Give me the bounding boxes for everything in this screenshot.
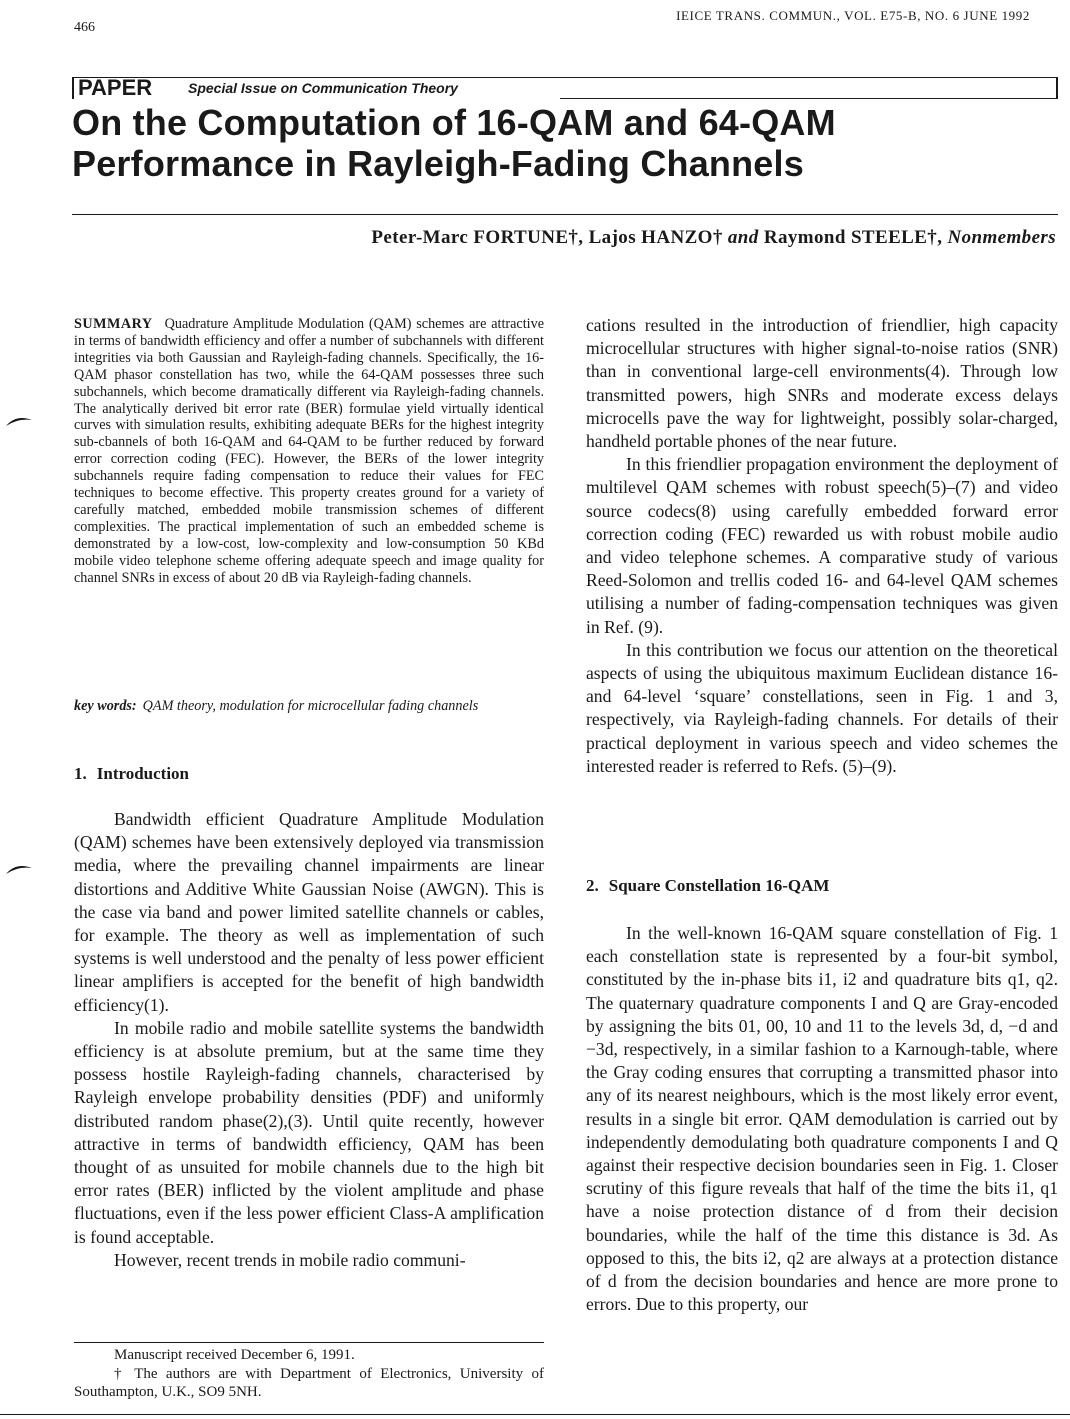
footnote-affiliation: † The authors are with Department of Electronics, University of Southampton, U.K., SO9 5NH.	[74, 1365, 544, 1400]
paragraph: cations resulted in the introduction of friendlier, high capacity microcellular structures with higher signal-to-noise ratios (SNR) than in conventional large-cell environments(4). Through low transmitted powers, high SNRs and moderate excess delays microcells pave the way for lightweight, possibly solar-charged, handheld portable phones of the near future.	[586, 315, 1058, 452]
paragraph: In this contribution we focus our attention on the theoretical aspects of using the ubiquitous maximum Euclidean distance 16- and 64-level ‘square’ constellations, seen in Fig. 1 and 3, respectively, via Rayleigh-fading channels. For details of their practical deployment in various speech and video schemes the interested reader is referred to Refs. (5)–(9).	[586, 639, 1058, 776]
paragraph: In the well-known 16-QAM square constellation of Fig. 1 each constellation state is represented by a four-bit symbol, constituted by the in-phase bits i1, i2 and quadrature bits q1, q2. The quaternary quadrature components I and Q are Gray-encoded by assigning the bits 01, 00, 10 and 11 to the levels 3d, d, −d and −3d, respectively, in a similar fashion to a Karnough-table, where the Gray coding ensures that corrupting a transmitted phasor into any of its nearest neighbours, which is the most likely error event, results in a single bit error. QAM demodulation is carried out by independently demodulating both quadrature components I and Q against their respective decision boundaries seen in Fig. 1. Closer scrutiny of this figure reveals that half of the time the bits i1, q1 have a noise protection distance of d from their decision boundaries, while the half of the time this distance is 3d. As opposed to this, the bits i2, q2 are always at a protection distance of d from the decision boundaries and hence are more prone to errors. Due to this property, our	[586, 923, 1058, 1315]
section-title: Introduction	[96, 764, 190, 783]
footnote-received: Manuscript received December 6, 1991.	[114, 1347, 355, 1363]
paragraph: However, recent trends in mobile radio communi-	[114, 1249, 466, 1270]
keywords-text: QAM theory, modulation for microcellular fading channels	[142, 698, 479, 714]
paper-title	[72, 102, 1052, 184]
right-column-body	[586, 314, 1058, 778]
banner-bottom-rule	[560, 98, 1058, 99]
paragraph: Bandwidth efficient Quadrature Amplitude Modulation (QAM) schemes have been extensively deployed via transmission media, where the prevailing channel impairments are linear distortions and Additive White Gaussian Noise (AWGN). This is the case via band and power limited satellite channels or cables, for example. The theory as well as implementation of such systems is well understood and the penalty of less power efficient linear amplifiers is accepted for the benefit of high bandwidth efficiency(1).	[74, 809, 544, 1015]
summary-text: Quadrature Amplitude Modulation (QAM) schemes are attractive in terms of bandwidth efficiency and offer a number of subchannels with different integrities via both Gaussian and Rayleigh-fading channels. Specifically, the 16-QAM phasor constellation has two, while the 64-QAM possesses three such subchannels, which become dramatically different via Rayleigh-fading channels. The analytically derived bit error rate (BER) formulae yield virtually identical curves with simulation results, exhibiting adequate BERs for the highest integrity sub-cbannels of both 16-QAM and 64-QAM to be further reduced by forward error correction coding (FEC). However, the BERs of the lower integrity subchannels require fading compensation to reduce their values for FEC techniques to become effective. This property creates ground for a variety of carefully matched, embedded mobile transmission schemes of different complexities. The practical implementation of such an embedded scheme is demonstrated by a low-cost, low-complexity and low-consumption 50 KBd mobile video telephone scheme offering adequate speech and image quality for channel SNRs in excess of about 20 dB via Rayleigh-fading channels.	[74, 316, 544, 586]
keywords-label: key words:	[74, 698, 137, 714]
paper-type-label: PAPER	[78, 75, 153, 100]
paragraph: In this friendlier propagation environment the deployment of multilevel QAM schemes with robust speech(5)–(7) and video source codecs(8) using carefully embedded forward error correction coding (FEC) rewarded us with robust mobile audio and video telephone schemes. A comparative study of various Reed-Solomon and trellis coded 16- and 64-level QAM schemes utilising a number of fading-compensation techniques was given in Ref. (9).	[586, 454, 1058, 637]
banner-top-rule	[72, 77, 1058, 78]
paragraph: In mobile radio and mobile satellite systems the bandwidth efficiency is at absolute premium, but at the same time they possess hostile Rayleigh-fading channels, characterised by Rayleigh envelope probability densities (PDF) and uniformly distributed random phase(2),(3). Until quite recently, however attractive in terms of bandwidth efficiency, QAM has been thought of as unsuited for mobile channels due to the high bit error rates (BER) inflicted by the violent amplitude and phase fluctuations, even if the less power efficient Class-A amplification is found acceptable.	[74, 1017, 544, 1247]
section-title: Square Constellation 16-QAM	[608, 876, 830, 895]
author-membership: Nonmembers	[947, 227, 1056, 248]
title-rule	[72, 214, 1058, 215]
page-number: 466	[74, 20, 95, 35]
section-heading-introduction	[74, 764, 544, 784]
section-number: 2.	[586, 876, 599, 895]
summary-label: SUMMARY	[74, 316, 153, 332]
banner-right-bar	[1056, 77, 1058, 99]
keywords-block	[74, 698, 544, 715]
section-number: 1.	[74, 764, 87, 783]
author-line	[371, 227, 1056, 249]
margin-mark-1	[4, 414, 34, 428]
title-line-1: On the Computation of 16-QAM and 64-QAM	[72, 102, 836, 143]
page-bottom-rule	[0, 1414, 1070, 1415]
footnote-rule	[74, 1342, 544, 1343]
author-names-a: Peter-Marc FORTUNE†, Lajos HANZO†	[371, 227, 723, 248]
introduction-body	[74, 808, 544, 1272]
section-2-body	[586, 922, 1058, 1316]
journal-header: IEICE TRANS. COMMUN., VOL. E75-B, NO. 6 JUNE 1992	[676, 8, 1030, 23]
title-line-2: Performance in Rayleigh-Fading Channels	[72, 143, 804, 184]
special-issue-label: Special Issue on Communication Theory	[188, 80, 458, 96]
banner-left-bar	[72, 77, 74, 99]
author-names-b: Raymond STEELE†,	[763, 227, 943, 248]
author-and: and	[727, 227, 759, 248]
footnotes	[74, 1346, 544, 1402]
summary-block	[74, 316, 544, 587]
section-heading-square-16qam	[586, 876, 1058, 896]
margin-mark-2	[4, 862, 34, 876]
